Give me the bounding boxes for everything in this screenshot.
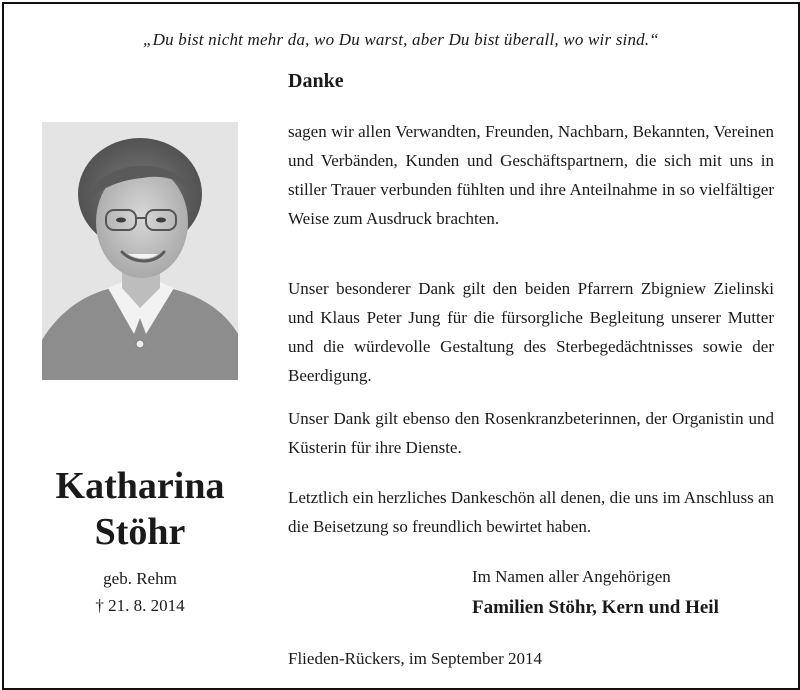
paragraph-helpers: Unser Dank gilt ebenso den Rosenkranzbeterinnen, der Organistin und Küsterin für ihre Dienste.	[288, 409, 774, 457]
deceased-last-name: Stöhr	[94, 511, 186, 553]
memorial-quote: „Du bist nicht mehr da, wo Du warst, aber Du bist überall, wo wir sind.“	[143, 30, 659, 49]
obituary-notice	[2, 2, 800, 690]
paragraph-clergy: Unser besonderer Dank gilt den beiden Pfarrern Zbigniew Zielinski und Klaus Peter Jung für die fürsorgliche Begleitung unserer Mutter und die würdevolle Gestaltung des Sterbegedächtnisses sowie der Beerdigung.	[288, 279, 774, 385]
birth-name: geb. Rehm	[103, 569, 177, 588]
death-date: † 21. 8. 2014	[95, 596, 185, 615]
signoff-line: Im Namen aller Angehörigen	[472, 567, 671, 586]
place-and-date: Flieden-Rückers, im September 2014	[288, 649, 543, 668]
portrait-photo	[42, 122, 238, 380]
paragraph-thanks: sagen wir allen Verwandten, Freunden, Nachbarn, Bekannten, Vereinen und Verbänden, Kunden und Geschäftspartnern, die sich mit uns in stiller Trauer verbunden fühlten und ihre Anteilnahme in so vielfältiger Weise zum Ausdruck brachten.	[288, 122, 774, 228]
paragraph-hospitality: Letztlich ein herzliches Dankeschön all denen, die uns im Anschluss an die Beisetzung so freundlich bewirtet haben.	[288, 488, 774, 536]
deceased-first-name: Katharina	[55, 465, 225, 507]
notice-title: Danke	[288, 70, 344, 92]
family-names: Familien Stöhr, Kern und Heil	[472, 597, 719, 618]
